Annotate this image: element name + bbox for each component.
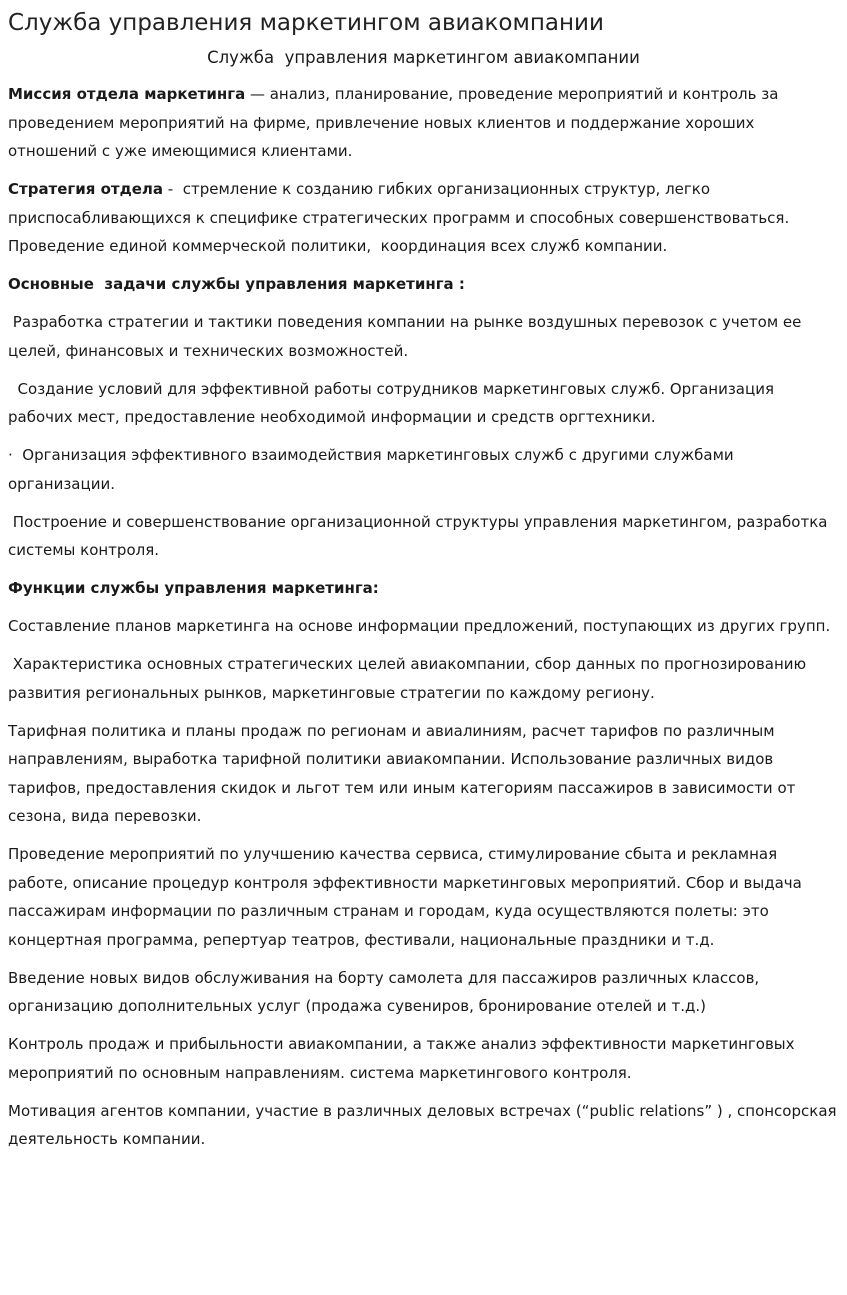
strategy-paragraph — [8, 175, 839, 261]
task-item: Разработка стратегии и тактики поведения компании на рынке воздушных перевозок с учетом ее целей, финансовых и технических возможностей. — [8, 313, 807, 360]
function-item: Составление планов маркетинга на основе информации предложений, поступающих из других групп. — [8, 617, 831, 635]
strategy-label: Стратегия отдела — [8, 180, 164, 198]
function-item: Контроль продаж и прибыльности авиакомпании, а также анализ эффективности маркетинговых мероприятий по основным направлениям. система маркетингового контроля. — [8, 1035, 800, 1082]
strategy-text: - стремление к созданию гибких организационных структур, легко приспосабливающихся к специфике стратегических программ и способных совершенствоваться. Проведение единой коммерческой политики, координация всех служб компании. — [8, 180, 794, 255]
function-item: Характеристика основных стратегических целей авиакомпании, сбор данных по прогнозированию развития региональных рынков, маркетинговые стратегии по каждому региону. — [8, 655, 811, 702]
tasks-heading — [8, 270, 839, 299]
task-item: · Организация эффективного взаимодействия маркетинговых служб с другими службами организации. — [8, 446, 739, 493]
function-item: Мотивация агентов компании, участие в различных деловых встречах (“public relations” ) , спонсорская деятельность компании. — [8, 1101, 842, 1148]
function-item: Тарифная политика и планы продаж по регионам и авиалиниям, расчет тарифов по различным направлениям, выработка тарифной политики авиакомпании. Использование различных видов тарифов, предоставления скидок и льгот тем или иным категориям пассажиров в зависимости от сезона, вида перевозки. — [8, 721, 801, 825]
mission-label: Миссия отдела маркетинга — [8, 85, 246, 103]
functions-heading — [8, 574, 839, 603]
function-item: Введение новых видов обслуживания на борту самолета для пассажиров различных классов, организацию дополнительных услуг (продажа сувениров, бронирование отелей и т.д.) — [8, 968, 764, 1015]
functions-heading-text: Функции службы управления маркетинга: — [8, 579, 379, 597]
document-subtitle: Служба управления маркетингом авиакомпании — [207, 48, 640, 67]
mission-paragraph — [8, 80, 839, 166]
tasks-heading-text: Основные задачи службы управления маркетинга : — [8, 275, 465, 293]
task-item: Построение и совершенствование организационной структуры управления маркетингом, разработка системы контроля. — [8, 512, 833, 559]
function-item: Проведение мероприятий по улучшению качества сервиса, стимулирование сбыта и рекламная работе, описание процедур контроля эффективности маркетинговых мероприятий. Сбор и выдача пассажирам информации по различным странам и городам, куда осуществляются полеты: это концертная программа, репертуар театров, фестивали, национальные праздники и т.д. — [8, 845, 807, 949]
task-item: Создание условий для эффективной работы сотрудников маркетинговых служб. Организация рабочих мест, предоставление необходимой информации и средств оргтехники. — [8, 379, 784, 426]
page-title: Служба управления маркетингом авиакомпании — [8, 10, 604, 36]
mission-text: — анализ, планирование, проведение мероприятий и контроль за проведением мероприятий на фирме, привлечение новых клиентов и поддержание хороших отношений с уже имеющимися клиентами. — [8, 85, 779, 160]
